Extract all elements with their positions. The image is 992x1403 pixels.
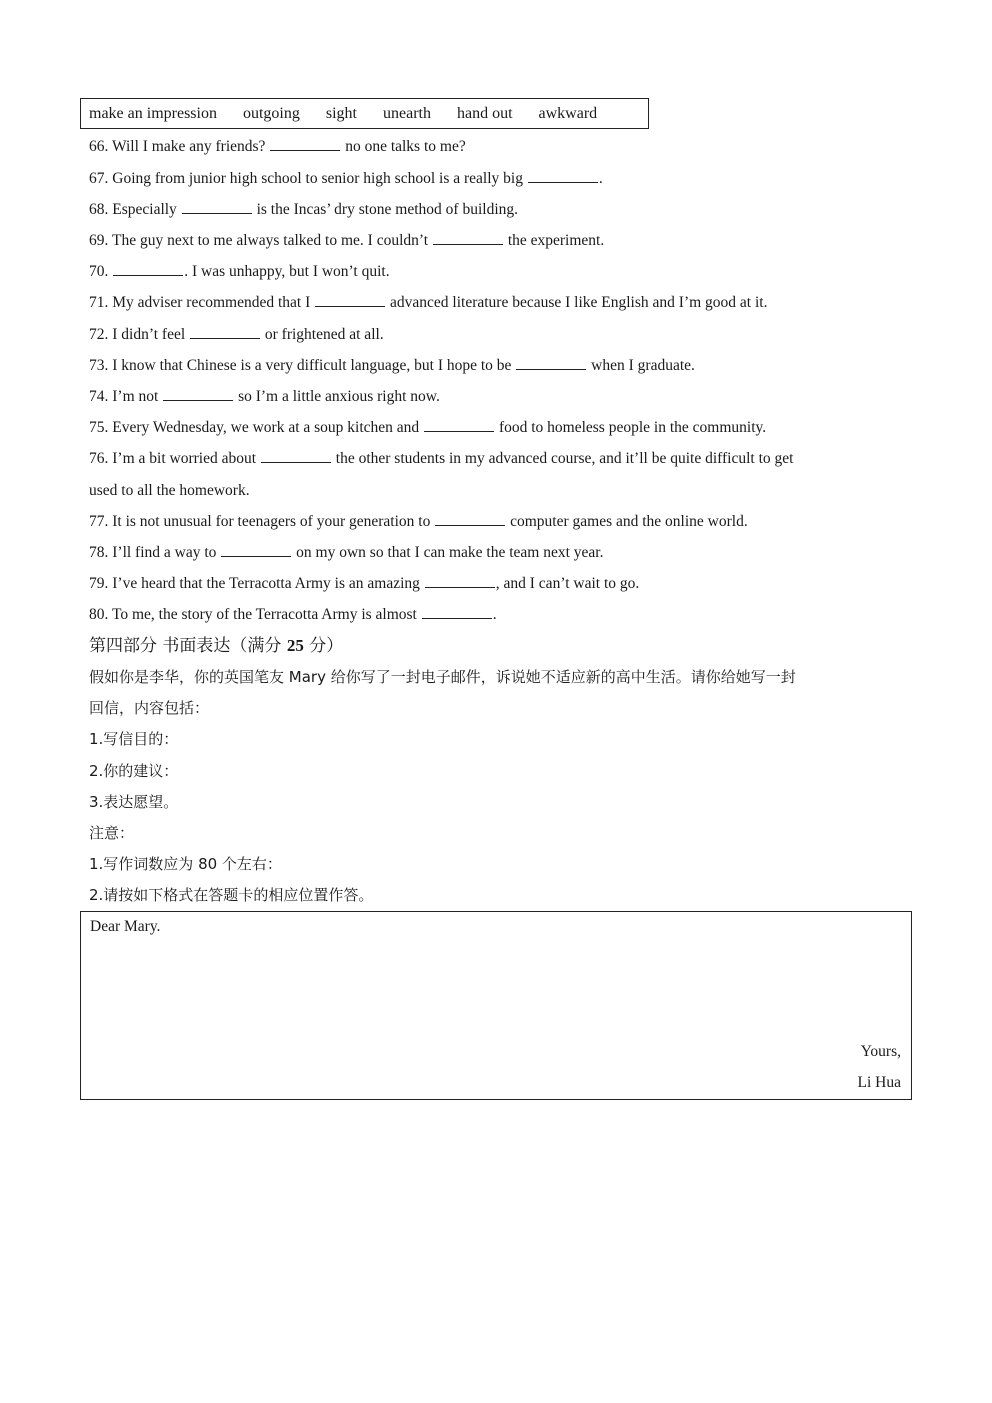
answer-blank[interactable]	[315, 293, 385, 307]
question-text: the other students in my advanced course, and it’ll be quite difficult to get	[331, 450, 794, 467]
question-text: 77. It is not unusual for teenagers of your generation to	[89, 513, 435, 530]
question-text: advanced literature because I like English and I’m good at it.	[386, 294, 768, 311]
question-text: 73. I know that Chinese is a very difficult language, but I hope to be	[89, 357, 516, 374]
answer-blank[interactable]	[190, 325, 260, 339]
question-text: .	[492, 606, 497, 623]
answer-blank[interactable]	[163, 387, 233, 401]
letter-signature: Li Hua	[857, 1074, 901, 1091]
answer-blank[interactable]	[424, 418, 494, 432]
question-text: on my own so that I can make the team next year.	[292, 544, 604, 561]
question-text: 72. I didn’t feel	[89, 326, 190, 343]
section-4-heading	[89, 636, 343, 656]
note-item: 1.写作词数应为 80 个左右：	[89, 855, 282, 873]
question-text: 76. I’m a bit worried about	[89, 450, 260, 467]
question-68	[89, 200, 518, 220]
question-78	[89, 543, 604, 563]
question-73	[89, 356, 695, 376]
question-text: the experiment.	[503, 232, 605, 249]
answer-blank[interactable]	[221, 543, 291, 557]
question-text: no one talks to me?	[341, 138, 466, 155]
question-text: 68. Especially	[89, 201, 181, 218]
question-text: when I graduate.	[587, 357, 695, 374]
writing-prompt-line: 假如你是李华，你的英国笔友 Mary 给你写了一封电子邮件，诉说她不适应新的高中生活。请你给她写一封	[89, 668, 796, 686]
question-text: so I’m a little anxious right now.	[234, 388, 440, 405]
letter-answer-box[interactable]	[80, 911, 912, 1100]
question-71	[89, 293, 767, 313]
question-76-continued	[89, 481, 250, 501]
heading-text: 第四部分 书面表达（满分	[89, 636, 287, 656]
question-text: used to all the homework.	[89, 482, 250, 499]
question-text: 66. Will I make any friends?	[89, 138, 270, 155]
word-bank-item: hand out	[456, 104, 513, 122]
prompt-item: 3.表达愿望。	[89, 793, 179, 811]
word-bank-item: outgoing	[242, 104, 300, 122]
question-text: , and I can’t wait to go.	[495, 575, 640, 592]
question-text: food to homeless people in the community.	[495, 419, 767, 436]
question-76	[89, 449, 793, 469]
word-bank-item: awkward	[538, 104, 598, 122]
answer-blank[interactable]	[422, 605, 492, 619]
question-text: 79. I’ve heard that the Terracotta Army is an amazing	[89, 575, 424, 592]
answer-blank[interactable]	[516, 356, 586, 370]
question-66	[89, 137, 466, 157]
answer-blank[interactable]	[433, 231, 503, 245]
word-bank-item: sight	[325, 104, 357, 122]
answer-blank[interactable]	[182, 200, 252, 214]
answer-blank[interactable]	[425, 574, 495, 588]
question-text: 69. The guy next to me always talked to me. I couldn’t	[89, 232, 432, 249]
question-text: computer games and the online world.	[506, 513, 748, 530]
question-text: 75. Every Wednesday, we work at a soup kitchen and	[89, 419, 424, 436]
question-text: 74. I’m not	[89, 388, 163, 405]
answer-blank[interactable]	[113, 262, 183, 276]
question-text: 80. To me, the story of the Terracotta Army is almost	[89, 606, 421, 623]
question-text: 71. My adviser recommended that I	[89, 294, 315, 311]
word-bank-box	[80, 98, 649, 129]
heading-score: 25	[286, 636, 304, 655]
word-bank-item: unearth	[382, 104, 431, 122]
writing-prompt-line: 回信，内容包括：	[89, 699, 210, 717]
answer-blank[interactable]	[435, 512, 505, 526]
letter-greeting: Dear Mary.	[90, 918, 161, 935]
note-title: 注意：	[89, 824, 135, 842]
heading-text: 分）	[303, 636, 344, 656]
question-text: 70.	[89, 263, 113, 280]
answer-blank[interactable]	[270, 137, 340, 151]
word-bank-item: make an impression	[89, 104, 217, 122]
question-70	[89, 262, 390, 282]
question-text: . I was unhappy, but I won’t quit.	[184, 263, 390, 280]
question-79	[89, 574, 639, 594]
answer-blank[interactable]	[528, 169, 598, 183]
question-67	[89, 169, 603, 189]
answer-blank[interactable]	[261, 449, 331, 463]
question-text: is the Incas’ dry stone method of building.	[252, 201, 519, 218]
question-75	[89, 418, 766, 438]
question-74	[89, 387, 440, 407]
note-item: 2.请按如下格式在答题卡的相应位置作答。	[89, 886, 374, 904]
question-text: 67. Going from junior high school to senior high school is a really big	[89, 170, 527, 187]
letter-closing: Yours,	[860, 1043, 901, 1060]
prompt-item: 1.写信目的：	[89, 730, 179, 748]
question-77	[89, 512, 748, 532]
question-80	[89, 605, 497, 625]
prompt-item: 2.你的建议：	[89, 762, 179, 780]
question-text: .	[598, 170, 603, 187]
question-72	[89, 325, 384, 345]
question-text: 78. I’ll find a way to	[89, 544, 221, 561]
question-69	[89, 231, 604, 251]
question-text: or frightened at all.	[261, 326, 384, 343]
